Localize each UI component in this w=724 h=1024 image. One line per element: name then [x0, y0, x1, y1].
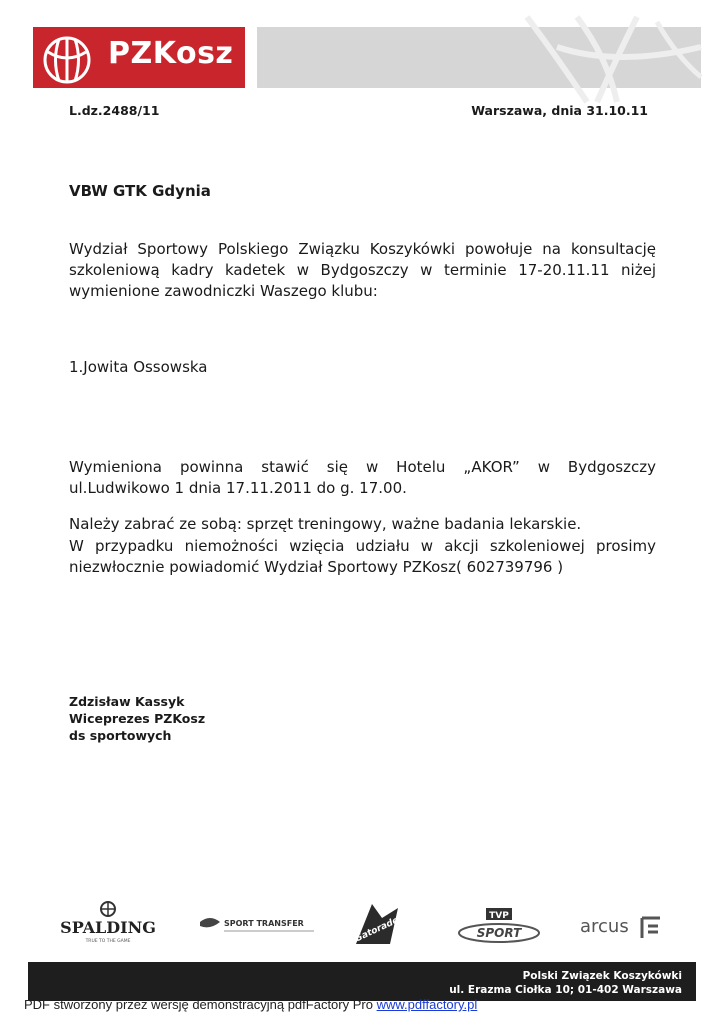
- pdf-note-text: PDF stworzony przez wersję demonstracyjną pdfFactory Pro: [24, 997, 377, 1012]
- spalding-logo: [60, 900, 156, 950]
- brand-name: PZKosz: [108, 36, 234, 71]
- arcus-logo: [578, 900, 662, 950]
- letter-paragraph: W przypadku niemożności wzięcia udziału w akcji szkoleniowej prosimy niezwłocznie powiadomić Wydział Sportowy PZKosz( 602739796 ): [69, 537, 656, 576]
- basketball-logo-icon: [38, 30, 96, 86]
- footer-org: Polski Związek Koszykówki: [522, 970, 682, 982]
- signatory-name: Zdzisław Kassyk: [69, 694, 185, 709]
- letter-paragraph: Wydział Sportowy Polskiego Związku Koszykówki powołuje na konsultację szkoleniową kadry kadetek w Bydgoszczy w terminie 17-20.11.11 niżej wymienione zawodniczki Waszego klubu:: [69, 240, 656, 300]
- place-date: Warszawa, dnia 31.10.11: [471, 103, 648, 118]
- spalding-text: SPALDING: [60, 918, 156, 937]
- letter-paragraph: Wymieniona powinna stawić się w Hotelu „AKOR” w Bydgoszczy ul.Ludwikowo 1 dnia 17.11.2011 do g. 17.00.: [69, 458, 656, 497]
- spalding-tagline: TRUE TO THE GAME: [85, 939, 131, 944]
- sport-transfer-logo: [198, 900, 318, 950]
- gatorade-logo: [350, 900, 404, 950]
- gatorade-text: Gatorade: [353, 915, 401, 945]
- arcus-text: arcus: [580, 916, 629, 937]
- signatory-title: Wiceprezes PZKosz: [69, 711, 206, 726]
- signatory-area: ds sportowych: [69, 728, 172, 743]
- letter-paragraph: Należy zabrać ze sobą: sprzęt treningowy, ważne badania lekarskie.: [69, 515, 582, 533]
- tvp-sport-text: SPORT: [476, 926, 522, 940]
- footer-bar: [28, 962, 696, 1001]
- tvp-text: TVP: [489, 911, 509, 921]
- recipient: VBW GTK Gdynia: [69, 182, 211, 200]
- basketball-watermark-icon: [257, 27, 701, 88]
- footer-address: ul. Erazma Ciołka 10; 01-402 Warszawa: [449, 984, 682, 996]
- player-list-item: 1.Jowita Ossowska: [69, 358, 208, 376]
- pdf-generator-note: [24, 997, 477, 1012]
- header-decoration-bar: [257, 27, 701, 88]
- reference-number: L.dz.2488/11: [69, 103, 160, 118]
- pdffactory-link[interactable]: www.pdffactory.pl: [376, 997, 478, 1012]
- tvp-sport-logo: [456, 900, 546, 950]
- sport-transfer-text: SPORT TRANSFER: [224, 919, 304, 928]
